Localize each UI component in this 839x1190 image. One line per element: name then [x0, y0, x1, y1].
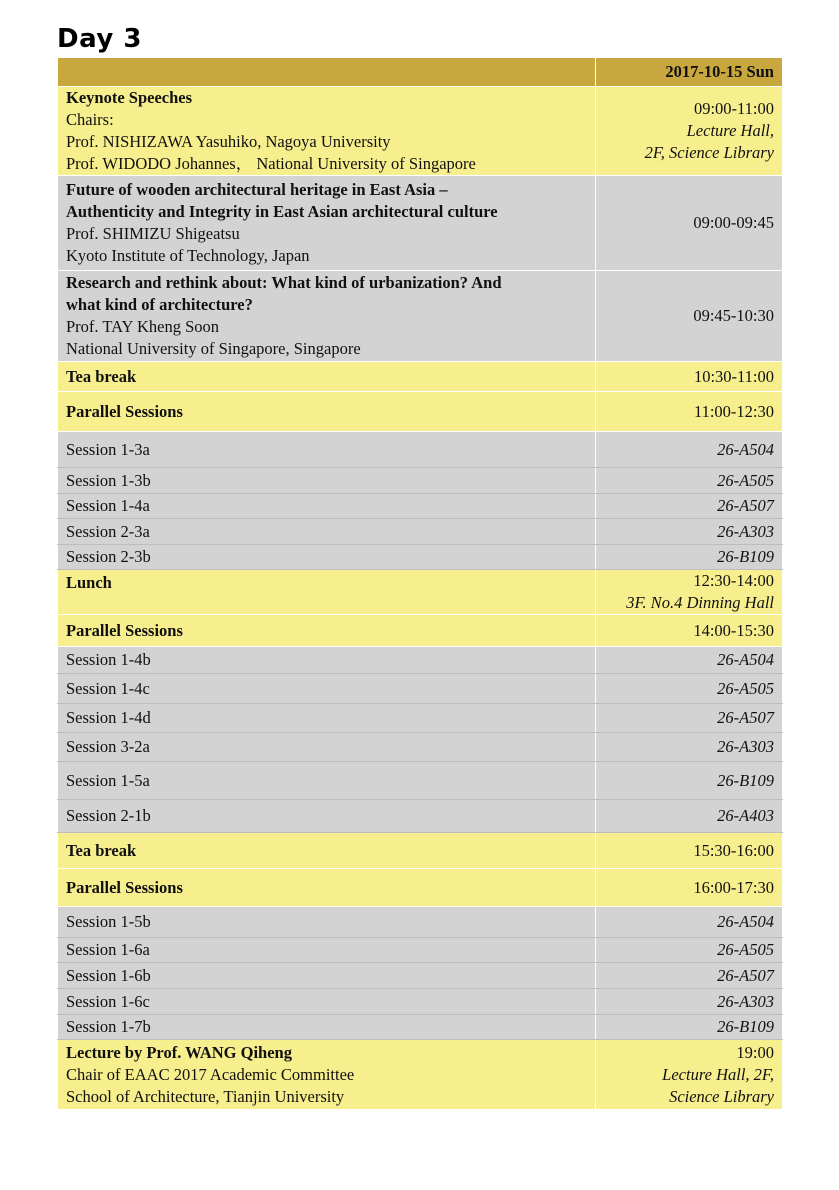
session-row: [58, 674, 783, 704]
date-cell: [596, 58, 783, 87]
parallel-3-header-row: [58, 869, 783, 907]
parallel-3-label: Parallel Sessions: [66, 877, 183, 897]
lecture-time-cell: [596, 1040, 783, 1110]
talk-1-time: 09:00-09:45: [596, 176, 783, 271]
session-row: [58, 800, 783, 833]
keynote-time-cell: [596, 87, 783, 176]
parallel-1-time: 11:00-12:30: [596, 392, 783, 432]
session-room: 26-B109: [717, 547, 774, 566]
session-room: 26-A505: [717, 470, 774, 490]
date-header-row: [58, 58, 783, 87]
session-room: 26-A504: [717, 650, 774, 669]
session-room-cell: [596, 704, 783, 733]
talk-1-title-1: Future of wooden architectural heritage in East Asia –: [66, 180, 448, 199]
session-name: Session 1-3b: [58, 468, 596, 494]
lecture-line-3: School of Architecture, Tianjin University: [66, 1086, 345, 1106]
parallel-2-header-row: [58, 615, 783, 647]
session-name: Session 2-3a: [58, 519, 596, 545]
session-name: Session 1-4c: [58, 674, 596, 704]
parallel-2-time: 14:00-15:30: [596, 615, 783, 647]
session-room: 26-A303: [717, 737, 774, 756]
parallel-1-label: Parallel Sessions: [66, 401, 183, 421]
parallel-2-label-cell: [58, 615, 596, 647]
session-name: Session 1-7b: [58, 1015, 596, 1040]
session-room-cell: [596, 733, 783, 762]
session-room: 26-A303: [717, 991, 774, 1011]
tea-break-1-time: 10:30-11:00: [596, 362, 783, 392]
lecture-cell: [58, 1040, 596, 1110]
talk-1-row: [58, 176, 783, 271]
chair-2: Prof. WIDODO Johannes， National University of Singapore: [66, 154, 476, 173]
session-row: [58, 468, 783, 494]
session-name: Session 1-3a: [58, 432, 596, 468]
tea-break-1-label-cell: [58, 362, 596, 392]
session-room-cell: [596, 647, 783, 674]
session-room: 26-A507: [717, 496, 774, 515]
session-name: Session 1-4a: [58, 494, 596, 519]
talk-2-cell: [58, 271, 596, 362]
session-row: [58, 647, 783, 674]
tea-break-2-label-cell: [58, 833, 596, 869]
keynote-venue-1: Lecture Hall,: [686, 121, 774, 140]
session-name: Session 2-3b: [58, 545, 596, 570]
lunch-label: Lunch: [66, 573, 112, 592]
session-room: 26-B109: [717, 1017, 774, 1036]
session-name: Session 1-4b: [58, 647, 596, 674]
talk-1-speaker: Prof. SHIMIZU Shigeatsu: [66, 224, 240, 243]
session-row: [58, 907, 783, 938]
session-room-cell: [596, 762, 783, 800]
header-blank-cell: [58, 58, 596, 87]
session-name: Session 2-1b: [58, 800, 596, 833]
session-room-cell: [596, 989, 783, 1015]
lecture-row: [58, 1040, 783, 1110]
session-room: 26-A504: [717, 439, 774, 459]
session-row: [58, 545, 783, 570]
keynote-heading: Keynote Speeches: [66, 88, 193, 107]
session-room-cell: [596, 519, 783, 545]
session-room: 26-A505: [717, 678, 774, 698]
lunch-row: [58, 570, 783, 615]
talk-2-time: 09:45-10:30: [596, 271, 783, 362]
talk-1-cell: [58, 176, 596, 271]
session-row: [58, 938, 783, 963]
session-name: Session 1-5a: [58, 762, 596, 800]
session-room-cell: [596, 907, 783, 938]
lecture-venue-2: Science Library: [669, 1086, 774, 1106]
session-name: Session 3-2a: [58, 733, 596, 762]
chair-1: Prof. NISHIZAWA Yasuhiko, Nagoya University: [66, 132, 391, 151]
session-room-cell: [596, 800, 783, 833]
session-row: [58, 963, 783, 989]
talk-2-speaker: Prof. TAY Kheng Soon: [66, 317, 219, 336]
keynote-time: 09:00-11:00: [693, 99, 774, 118]
tea-break-2-time: 15:30-16:00: [596, 833, 783, 869]
lecture-heading: Lecture by Prof. WANG Qiheng: [66, 1042, 292, 1062]
lunch-venue: 3F. No.4 Dinning Hall: [626, 593, 774, 612]
session-room-cell: [596, 468, 783, 494]
session-room: 26-A507: [717, 708, 774, 727]
parallel-1-label-cell: [58, 392, 596, 432]
tea-break-2-label: Tea break: [66, 840, 137, 860]
talk-2-title-2: what kind of architecture?: [66, 295, 253, 314]
session-room: 26-A505: [717, 940, 774, 959]
lunch-label-cell: [58, 570, 596, 615]
keynote-venue-2: 2F, Science Library: [644, 143, 774, 162]
tea-break-2-row: [58, 833, 783, 869]
parallel-2-label: Parallel Sessions: [66, 620, 183, 640]
talk-2-row: [58, 271, 783, 362]
session-name: Session 1-4d: [58, 704, 596, 733]
session-room-cell: [596, 963, 783, 989]
session-row: [58, 1015, 783, 1040]
session-row: [58, 989, 783, 1015]
keynote-row: [58, 87, 783, 176]
session-row: [58, 432, 783, 468]
session-row: [58, 519, 783, 545]
parallel-3-time: 16:00-17:30: [596, 869, 783, 907]
session-room-cell: [596, 938, 783, 963]
session-room: 26-A504: [717, 912, 774, 931]
lecture-venue-1: Lecture Hall, 2F,: [662, 1064, 774, 1084]
session-name: Session 1-6a: [58, 938, 596, 963]
session-name: Session 1-5b: [58, 907, 596, 938]
session-row: [58, 733, 783, 762]
talk-2-affiliation: National University of Singapore, Singapore: [66, 339, 361, 358]
date-text: 2017-10-15 Sun: [665, 62, 774, 81]
session-room: 26-B109: [717, 770, 774, 790]
lunch-time: 12:30-14:00: [693, 571, 774, 590]
session-room-cell: [596, 432, 783, 468]
lecture-time: 19:00: [736, 1042, 774, 1062]
tea-break-1-label: Tea break: [66, 366, 137, 386]
session-room: 26-A507: [717, 965, 774, 985]
talk-2-title-1: Research and rethink about: What kind of urbanization? And: [66, 273, 502, 292]
session-room-cell: [596, 494, 783, 519]
session-row: [58, 762, 783, 800]
tea-break-1-row: [58, 362, 783, 392]
talk-1-affiliation: Kyoto Institute of Technology, Japan: [66, 246, 310, 265]
session-room: 26-A303: [717, 521, 774, 541]
session-name: Session 1-6b: [58, 963, 596, 989]
session-name: Session 1-6c: [58, 989, 596, 1015]
lunch-time-cell: [596, 570, 783, 615]
session-room-cell: [596, 1015, 783, 1040]
lecture-line-2: Chair of EAAC 2017 Academic Committee: [66, 1064, 355, 1084]
parallel-1-header-row: [58, 392, 783, 432]
day-title: Day 3: [57, 24, 142, 54]
chairs-label: Chairs:: [66, 110, 114, 129]
session-room: 26-A403: [717, 806, 774, 825]
session-row: [58, 494, 783, 519]
schedule-table: [57, 57, 783, 1110]
session-room-cell: [596, 545, 783, 570]
keynote-cell: [58, 87, 596, 176]
talk-1-title-2: Authenticity and Integrity in East Asian architectural culture: [66, 202, 498, 221]
parallel-3-label-cell: [58, 869, 596, 907]
session-row: [58, 704, 783, 733]
session-room-cell: [596, 674, 783, 704]
